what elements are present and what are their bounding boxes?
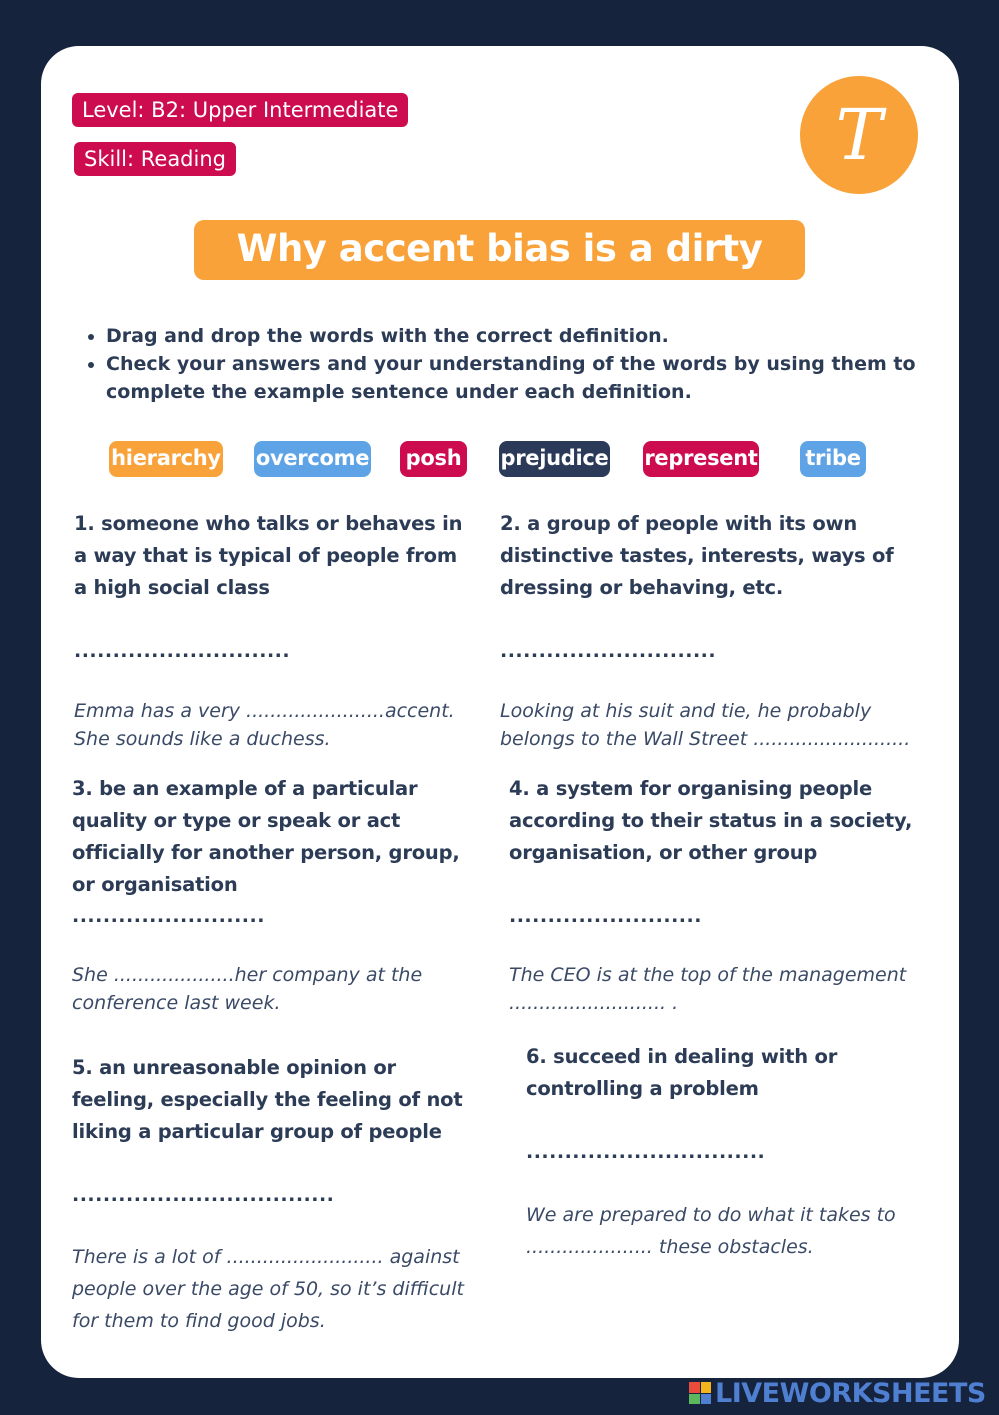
example-sentence-4: The CEO is at the top of the management .......................... . xyxy=(509,964,907,1014)
definition-1: 1. someone who talks or behaves in a way that is typical of people from a high social class xyxy=(74,512,463,599)
definition-2: 2. a group of people with its own distinctive tastes, interests, ways of dressing or behaving, etc. xyxy=(500,512,894,599)
worksheet-title: Why accent bias is a dirty game xyxy=(194,220,805,280)
answer-drop-zone-3[interactable]: ......................... xyxy=(72,905,265,927)
word-chip-overcome[interactable]: overcome xyxy=(254,441,371,477)
word-chip-tribe[interactable]: tribe xyxy=(800,441,866,477)
logo-letter: T xyxy=(835,94,883,176)
example-sentence-2: Looking at his suit and tie, he probably belongs to the Wall Street .......................... xyxy=(500,700,911,750)
answer-drop-zone-5[interactable]: .................................. xyxy=(72,1184,335,1206)
instructions-list xyxy=(72,322,986,406)
example-sentence-1: Emma has a very .......................accent. She sounds like a duchess. xyxy=(74,700,455,750)
definition-5: 5. an unreasonable opinion or feeling, especially the feeling of not liking a particular group of people xyxy=(72,1056,463,1143)
watermark-text: LIVEWORKSHEETS xyxy=(715,1377,986,1409)
skill-tag: Skill: Reading xyxy=(74,142,236,176)
answer-drop-zone-2[interactable]: ............................ xyxy=(500,640,717,662)
liveworksheets-watermark xyxy=(689,1378,986,1408)
instruction-item: • Check your answers and your understanding of the words by using them to complete the example sentence under each definition. xyxy=(106,350,986,406)
word-chip-posh[interactable]: posh xyxy=(400,441,467,477)
answer-drop-zone-1[interactable]: ............................ xyxy=(74,640,291,662)
example-sentence-6: We are prepared to do what it takes to ..................... these obstacles. xyxy=(526,1204,896,1258)
example-sentence-3: She ....................her company at the conference last week. xyxy=(72,964,423,1014)
definition-4: 4. a system for organising people according to their status in a society, organisation, or other group xyxy=(509,777,913,864)
definition-3: 3. be an example of a particular quality or type or speak or act officially for another person, group, or organisation xyxy=(72,777,460,896)
logo-badge xyxy=(800,76,918,194)
liveworksheets-logo-icon xyxy=(689,1382,711,1404)
definition-6: 6. succeed in dealing with or controlling a problem xyxy=(526,1045,838,1100)
example-sentence-5: There is a lot of .......................... against people over the age of 50, so it’s difficult for them to find good jobs. xyxy=(72,1246,464,1332)
instruction-item: • Drag and drop the words with the correct definition. xyxy=(106,322,986,350)
answer-drop-zone-4[interactable]: ......................... xyxy=(509,905,702,927)
word-chip-hierarchy[interactable]: hierarchy xyxy=(109,441,223,477)
level-tag: Level: B2: Upper Intermediate xyxy=(72,93,408,127)
word-chip-prejudice[interactable]: prejudice xyxy=(499,441,610,477)
word-chip-represent[interactable]: represent xyxy=(643,441,759,477)
answer-drop-zone-6[interactable]: ............................... xyxy=(526,1141,766,1163)
